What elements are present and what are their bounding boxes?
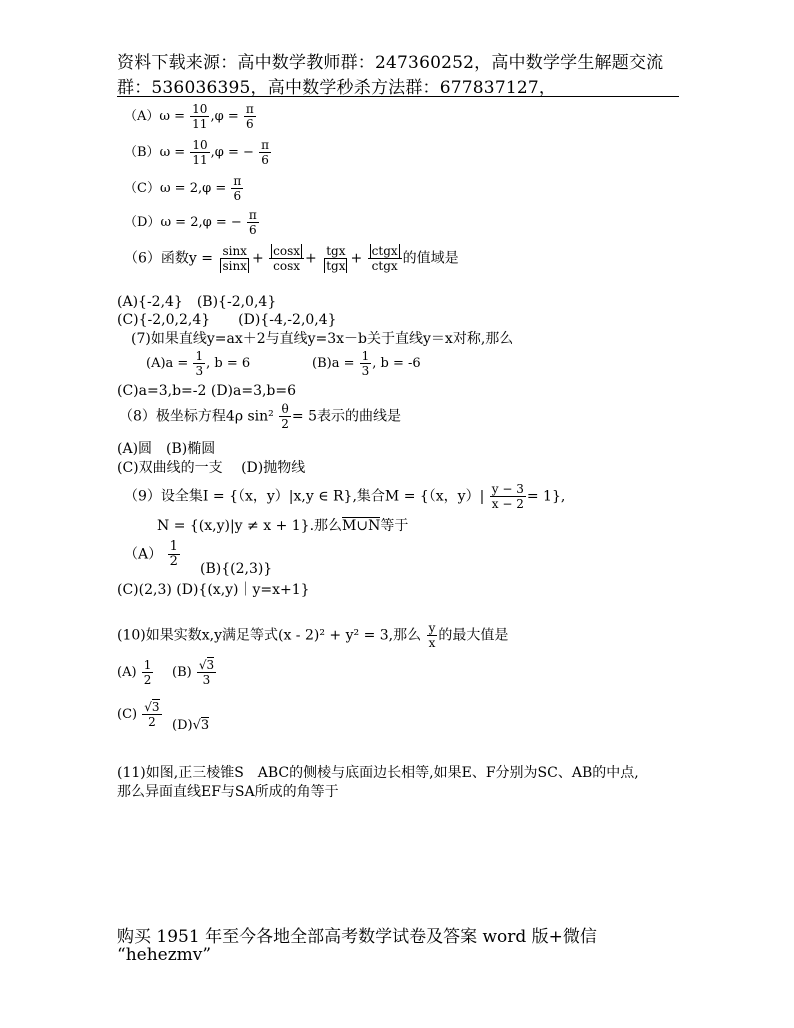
q5-option-d: （D）ω = 2,φ = − $\frac{\pi}{6}$	[124, 208, 257, 237]
footer-line-1: 购买 1951 年至今各地全部高考数学试卷及答案 word 版+微信	[117, 927, 597, 947]
q7-option-a: (A)a = $\frac{1}{3}$ , b = 6	[146, 349, 251, 378]
q6-options-cd: (C){-2,0,2,4} (D){-4,-2,0,4}	[117, 312, 337, 328]
q6-options-ab: (A){-2,4} (B){-2,0,4}	[117, 294, 277, 310]
q11-line-1: (11)如图,正三棱锥S ABC的侧棱与底面边长相等,如果E、F分别为SC、AB的中点,	[117, 765, 639, 781]
q6-stem: （6）函数y = $\frac{\sin x}{\sin x}$ + $\frac{\cos x}{\cos x}$ + $\frac{\text{tgx}}{\text{tgx}}$ + $\frac{\text{ctgx}}{\text{ctgx}}$ 的值域是	[124, 244, 459, 273]
q10-option-d: (D)√3	[172, 718, 210, 733]
q7-stem: (7)如果直线y=ax＋2与直线y=3x－b关于直线y＝x对称,那么	[131, 331, 514, 347]
q9-option-b: (B){(2,3)}	[200, 561, 273, 577]
q9-options-cd: (C)(2,3) (D){(x,y)｜y=x+1}	[117, 582, 310, 598]
header-rule	[117, 96, 679, 97]
header-line-2: 群：536036395，高中数学秒杀方法群：677837127，	[117, 78, 557, 98]
q5-option-c: （C）ω = 2,φ = $\frac{\pi}{6}$	[124, 174, 242, 203]
q9-option-a: （A） $\frac{1}{2}$	[124, 539, 178, 569]
footer-line-2: “hehezmv”	[117, 945, 212, 965]
q10-option-c: (C) $\frac{√3}{2}$	[117, 700, 160, 729]
q5-option-a: （A）ω = $\frac{10}{11}$ ,φ = $\frac{\pi}{6}$	[124, 102, 254, 131]
q11-line-2: 那么异面直线EF与SA所成的角等于	[117, 784, 339, 800]
q10-option-b: (B) $\frac{√3}{3}$	[172, 658, 215, 687]
q8-stem: （8）极坐标方程4ρ sin² $\frac{\theta}{2}$ = 5表示的曲线是	[119, 402, 401, 431]
q8-options-ab: (A)圆 (B)椭圆	[117, 441, 216, 457]
q7-option-b: (B)a = $\frac{1}{3}$ , b = -6	[312, 349, 421, 378]
header-line-1: 资料下载来源：高中数学教师群：247360252，高中数学学生解题交流	[117, 53, 664, 73]
q10-option-a: (A) $\frac{1}{2}$	[117, 658, 152, 687]
q9-set-n: N = {(x,y)|y ≠ x + 1}.那么M∪N等于	[157, 518, 409, 534]
q8-options-cd: (C)双曲线的一支 (D)抛物线	[117, 460, 306, 476]
q5-option-b: （B）ω = $\frac{10}{11}$ ,φ = − $\frac{\pi}{6}$	[124, 138, 269, 167]
q7-options-cd: (C)a=3,b=-2 (D)a=3,b=6	[117, 383, 297, 399]
q10-stem: (10)如果实数x,y满足等式(x - 2)² + y² = 3,那么 $\frac{y}{x}$ 的最大值是	[117, 621, 509, 650]
q9-stem: （9）设全集I = {（x，y）|x,y ∈ R},集合M = {（x，y）| $\frac{y - 3}{x - 2}$ = 1},	[124, 482, 566, 511]
